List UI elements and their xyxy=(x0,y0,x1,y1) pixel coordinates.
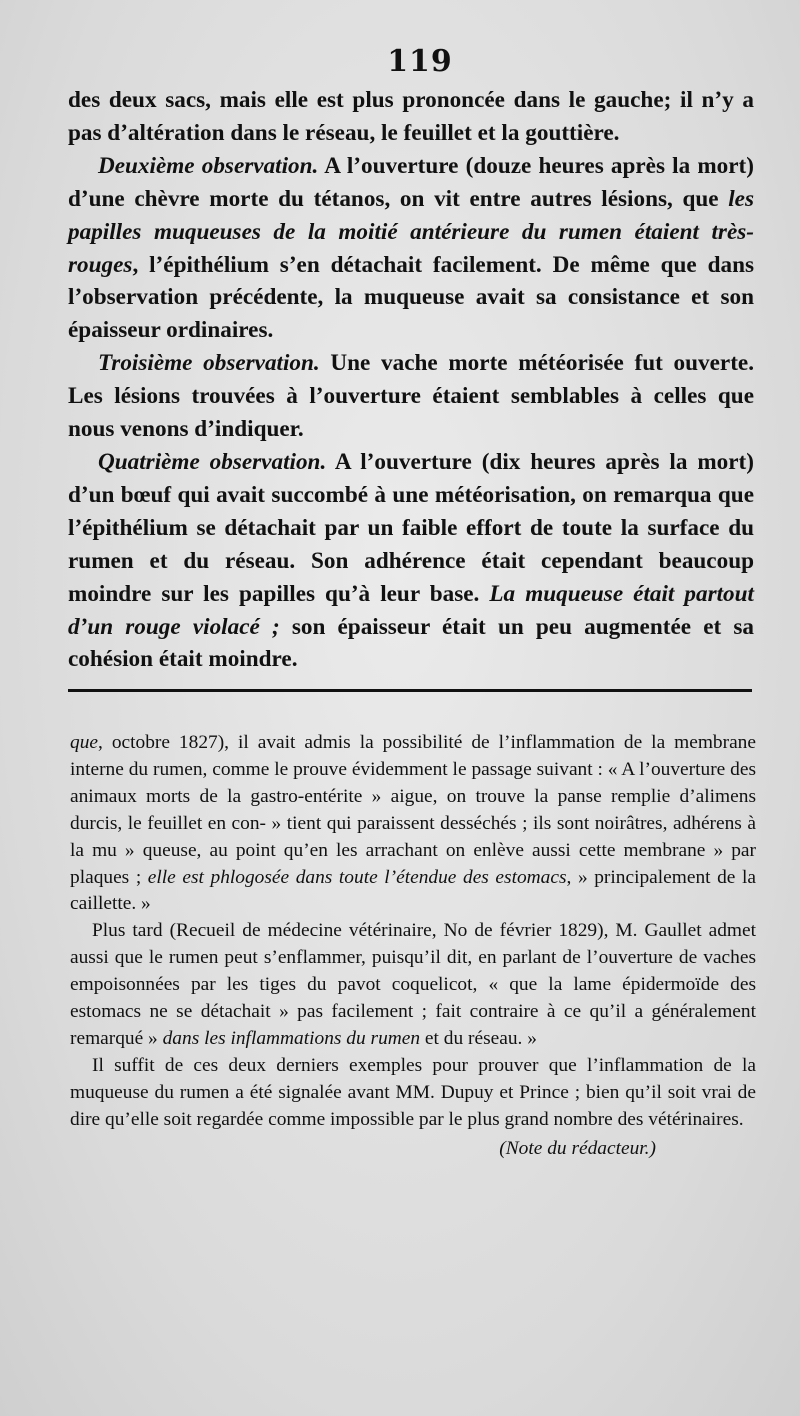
footnote-paragraph-1: que, octobre 1827), il avait admis la possibilité de l’inflammation de la membrane interne du rumen, comme le prouve évidemment le passage suivant : « A l’ouverture des animaux morts de la gastro-entérite » aigue, on trouve la panse remplie d’alimens durcis, le feuillet en con- » tient qui paraissent desséchés ; ils sont noirâtres, adhérens à la mu » queuse, au point qu’en les arrachant on enlève aussi cette membrane » par plaques ; elle est phlogosée dans toute l’étendue des estomacs, » principalement de la caillette. » xyxy=(70,732,756,915)
footnote xyxy=(70,730,756,1163)
heading-second-observation: Deuxième observation. xyxy=(98,152,319,179)
footnote-paragraph-3: Il suffit de ces deux derniers exemples pour prouver que l’inflammation de la muqueuse du rumen a été signalée avant MM. Dupuy et Prince ; bien qu’il soit vrai de dire qu’elle soit regardée comme impossible par le plus grand nombre des vétérinaires. xyxy=(70,1054,756,1130)
heading-fourth-observation: Quatrième observation. xyxy=(98,448,327,475)
editor-note-signature: (Note du rédacteur.) xyxy=(499,1137,656,1159)
footnote-divider xyxy=(68,689,752,692)
paragraph-third-observation: Troisième observation. Une vache morte météorisée fut ouverte. Les lésions trouvées à l’ouverture étaient semblables à celles que nous venons d’indiquer. xyxy=(68,350,755,443)
heading-third-observation: Troisième observation. xyxy=(98,350,320,377)
footnote-paragraph-2: Plus tard (Recueil de médecine vétérinaire, No de février 1829), M. Gaullet admet aussi que le rumen peut s’enflammer, puisqu’il dit, en parlant de l’ouverture de vaches empoisonnées par les tiges du pavot coquelicot, « que la lame épidermoïde des estomacs ne se détachait » pas facilement ; fait contraire à ce qu’il a généralement remarqué » dans les inflammations du rumen et du réseau. » xyxy=(70,920,756,1049)
main-text xyxy=(68,84,754,676)
paragraph-second-observation: Deuxième observation. A l’ouverture (douze heures après la mort) d’une chèvre morte du tétanos, on vit entre autres lésions, que les papilles muqueuses de la moitié antérieure du rumen étaient très-rouges, l’épithélium s’en détachait facilement. De même que dans l’observation précédente, la muqueuse avait sa consistance et son épaisseur ordinaires. xyxy=(68,152,755,344)
paragraph-fourth-observation: Quatrième observation. A l’ouverture (dix heures après la mort) d’un bœuf qui avait succombé à une météorisation, on remarqua que l’épithélium se détachait par un faible effort de toute la surface du rumen et du réseau. Son adhérence était cependant beaucoup moindre sur les papilles qu’à leur base. La muqueuse était partout d’un rouge violacé ; son épaisseur était un peu augmentée et sa cohésion était moindre. xyxy=(68,448,754,673)
paragraph-continuation: des deux sacs, mais elle est plus prononcée dans le gauche; il n’y a pas d’altération dans le réseau, le feuillet et la gouttière. xyxy=(68,87,754,146)
page-number: 119 xyxy=(387,44,453,79)
